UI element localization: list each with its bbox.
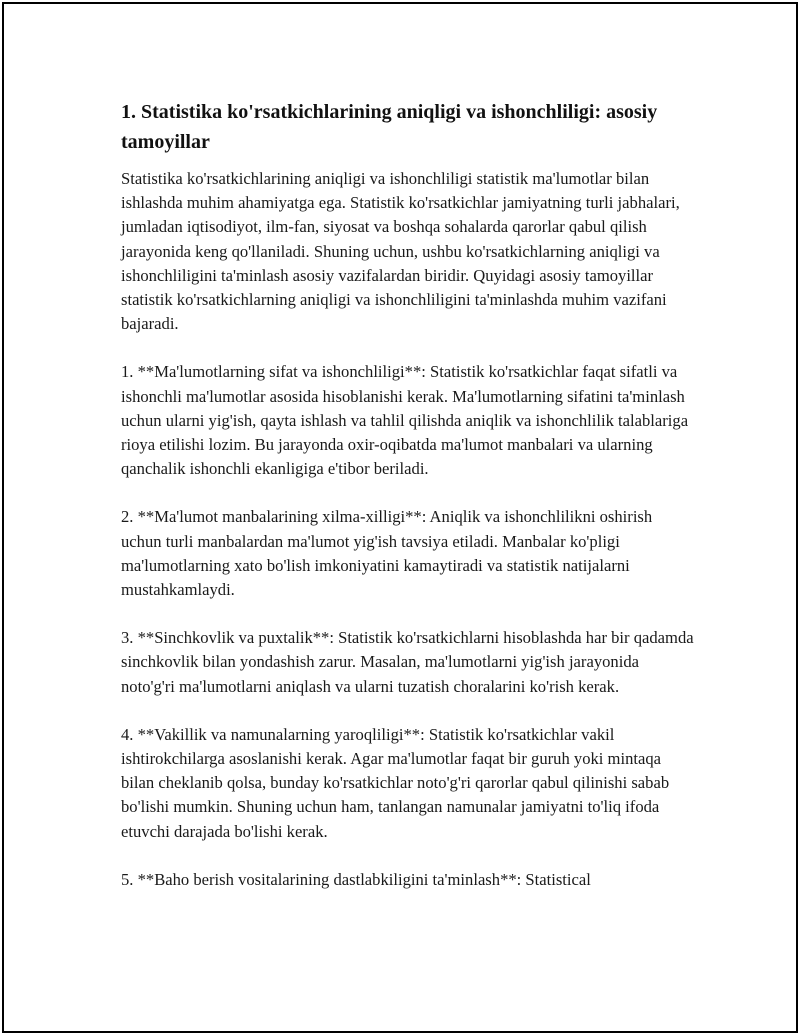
principle-5-paragraph: 5. **Baho berish vositalarining dastlabkiligini ta'minlash**: Statistical xyxy=(121,869,591,889)
intro-paragraph: Statistika ko'rsatkichlarining aniqligi va ishonchliligi statistik ma'lumotlar bilan ishlashda muhim ahamiyatga ega. Statistik ko'rsatkichlar jamiyatning turli jabhalari, jumladan iqtisodiyot, ilm-fan, siyosat va boshqa sohalarda qarorlar qabul qilish jarayonida keng qo'llaniladi. Shuning uchun, ushbu ko'rsatkichlarning aniqligi va ishonchliligini ta'minlash asosiy vazifalardan biridir. Quyidagi asosiy tamoyillar statistik ko'rsatkichlarning aniqligi va ishonchliligini ta'minlashda muhim vazifani bajaradi. xyxy=(121,169,680,334)
principle-1-paragraph: 1. **Ma'lumotlarning sifat va ishonchliligi**: Statistik ko'rsatkichlar faqat sifatli va ishonchli ma'lumotlar asosida hisoblanishi kerak. Ma'lumotlarning sifatini ta'minlash uchun ularni yig'ish, qayta ishlash va tahlil qilishda aniqlik va ishonchlilik talablariga rioya etilishi lozim. Bu jarayonda oxir-oqibatda ma'lumot manbalari va ularning qanchalik ishonchli ekanligiga e'tibor beriladi. xyxy=(121,362,689,479)
document-body xyxy=(121,97,696,916)
page-title: 1. Statistika ko'rsatkichlarining aniqligi va ishonchliligi: asosiy tamoyillar xyxy=(121,101,658,153)
page-frame xyxy=(2,2,798,1033)
principle-2-paragraph: 2. **Ma'lumot manbalarining xilma-xilligi**: Aniqlik va ishonchlilikni oshirish uchun turli manbalardan ma'lumot yig'ish tavsiya etiladi. Manbalar ko'pligi ma'lumotlarning xato bo'lish imkoniyatini kamaytiradi va statistik natijalarni mustahkamlaydi. xyxy=(121,507,653,600)
principle-4-paragraph: 4. **Vakillik va namunalarning yaroqliligi**: Statistik ko'rsatkichlar vakil ishtirokchilarga asoslanishi kerak. Agar ma'lumotlar faqat bir guruh yoki mintaqa bilan cheklanib qolsa, bunday ko'rsatkichlar noto'g'ri qarorlar qabul qilinishi sabab bo'lishi mumkin. Shuning uchun ham, tanlangan namunalar jamiyatni to'liq ifoda etuvchi darajada bo'lishi kerak. xyxy=(121,724,670,841)
principle-3-paragraph: 3. **Sinchkovlik va puxtalik**: Statistik ko'rsatkichlarni hisoblashda har bir qadamda sinchkovlik bilan yondashish zarur. Masalan, ma'lumotlarni yig'ish jarayonida noto'g'ri ma'lumotlarni aniqlash va ularni tuzatish choralarini ko'rish kerak. xyxy=(121,628,694,696)
